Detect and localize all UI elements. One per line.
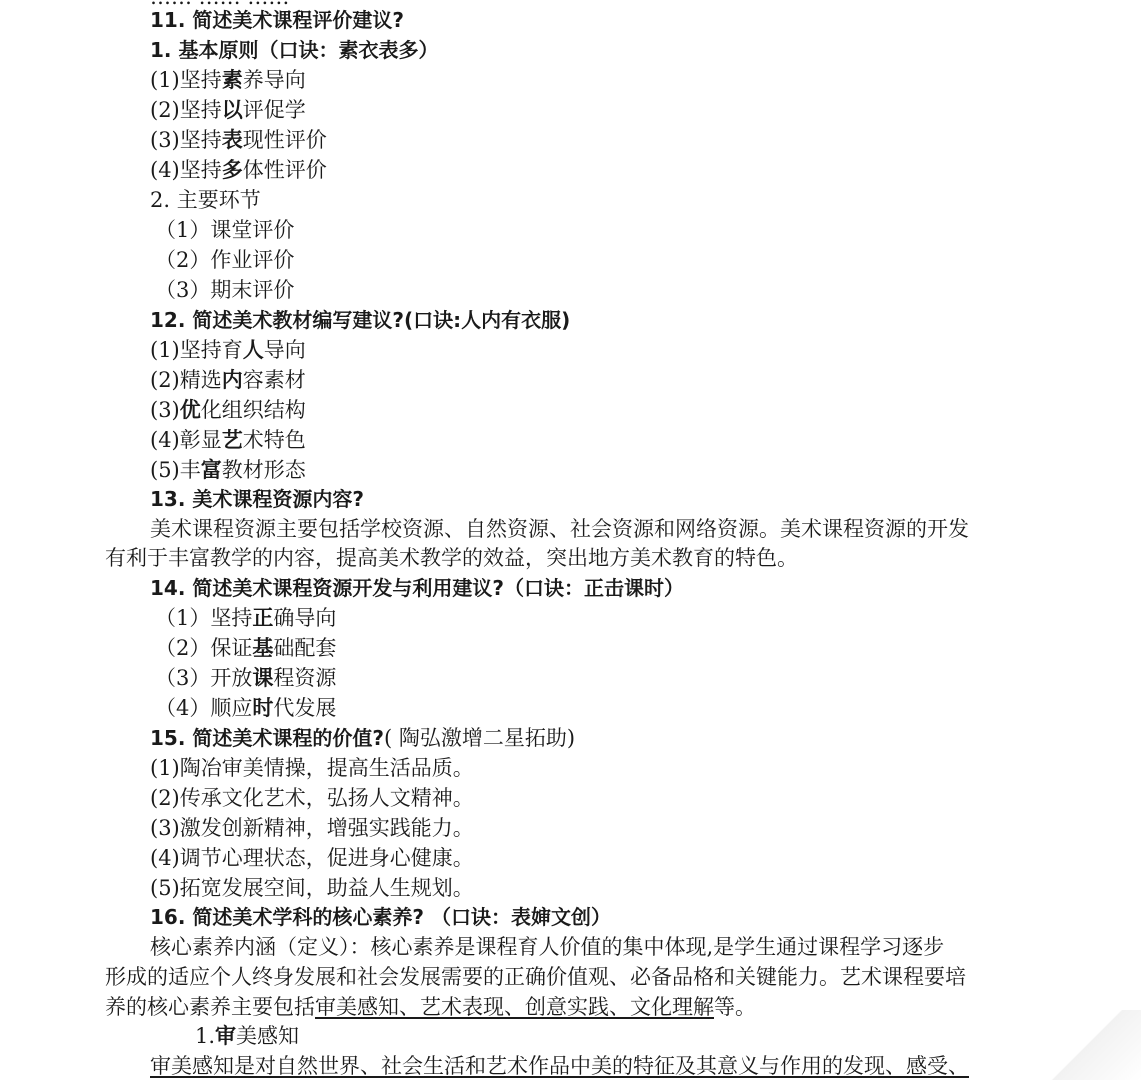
underlined-core-literacies: 审美感知、艺术表现、创意实践、文化理解 [315,995,714,1019]
item-key-char: 艺 [221,428,243,452]
item-prefix: (1)坚持 [150,68,222,92]
q15-title-line [150,723,575,753]
item-prefix: (4)彰显 [150,428,222,452]
item-suffix: 养导向 [242,68,306,92]
item-suffix: 化组织结构 [200,398,306,422]
item-suffix: 美感知 [236,1024,300,1048]
q11-s2-item-3: （3）期末评价 [155,278,295,302]
item-prefix: (3) [150,398,180,422]
q14-item-1 [155,603,336,633]
item-suffix: 体性评价 [242,158,327,182]
q15-item-4: (4)调节心理状态，促进身心健康。 [150,846,474,870]
item-key-char: 表 [221,128,243,152]
item-key-char: 多 [221,158,243,182]
q11-s2-item-2: （2）作业评价 [155,248,295,272]
q12-item-5 [150,455,306,485]
q14-title: 14. 简述美术课程资源开发与利用建议?（口诀：正击课时） [150,576,684,600]
q16-paragraph-line-3 [105,992,756,1022]
q12-item-2 [150,365,306,395]
item-suffix: 评促学 [242,98,306,122]
item-key-char: 人 [242,338,264,362]
item-prefix: (3)坚持 [150,128,222,152]
item-prefix: (4)坚持 [150,158,222,182]
q15-mnemonic: ( 陶弘激增二星拓助) [384,726,576,750]
item-suffix: 现性评价 [242,128,327,152]
item-prefix: (2)坚持 [150,98,222,122]
q16-paragraph-line-2: 形成的适应个人终身发展和社会发展需要的正确价值观、必备品格和关键能力。艺术课程要培 [105,965,966,989]
q15-item-1: (1)陶冶审美情操，提高生活品质。 [150,756,474,780]
item-suffix: 程资源 [273,666,337,690]
q12-item-4 [150,425,306,455]
item-suffix: 术特色 [242,428,306,452]
item-prefix: (1)坚持育 [150,338,243,362]
item-suffix: 确导向 [273,606,337,630]
subsection-number: 1. [195,1024,216,1048]
item-prefix: （2）保证 [155,636,253,660]
item-key-char: 时 [252,696,274,720]
q12-title: 12. 简述美术教材编写建议?(口诀:人内有衣服) [150,308,571,332]
item-key-char: 素 [221,68,243,92]
q16-title: 16. 简述美术学科的核心素养? （口诀：表婶文创） [150,905,611,929]
item-key-char: 课 [252,666,274,690]
q15-item-3: (3)激发创新精神，增强实践能力。 [150,816,474,840]
q11-item-1 [150,65,306,95]
q13-paragraph-line-1: 美术课程资源主要包括学校资源、自然资源、社会资源和网络资源。美术课程资源的开发 [150,517,969,541]
q11-item-4 [150,155,327,185]
q14-item-4 [155,693,336,723]
q11-section1-title: 1. 基本原则（口诀：素衣表多） [150,38,439,62]
q14-item-2 [155,633,336,663]
q11-s2-item-1: （1）课堂评价 [155,218,295,242]
q15-item-2: (2)传承文化艺术，弘扬人文精神。 [150,786,474,810]
q11-item-2 [150,95,306,125]
item-suffix: 础配套 [273,636,337,660]
q16-last-line: 审美感知是对自然世界、社会生活和艺术作品中美的特征及其意义与作用的发现、感受、 [150,1054,969,1078]
q11-title: 11. 简述美术课程评价建议? [150,8,404,32]
item-suffix: 容素材 [242,368,306,392]
item-prefix: (2)精选 [150,368,222,392]
q15-title: 15. 简述美术课程的价值? [150,726,384,750]
item-key-char: 富 [200,458,222,482]
item-prefix: （4）顺应 [155,696,253,720]
item-key-char: 正 [252,606,274,630]
q13-title: 13. 美术课程资源内容? [150,487,364,511]
item-prefix: (5)丰 [150,458,201,482]
item-suffix: 导向 [263,338,306,362]
q16-subsection-1 [195,1021,299,1051]
q13-paragraph-line-2: 有利于丰富教学的内容，提高美术教学的效益，突出地方美术教育的特色。 [105,546,798,570]
page-curl-corner [1031,1010,1141,1080]
q14-item-3 [155,663,336,693]
q15-item-5: (5)拓宽发展空间，助益人生规划。 [150,876,474,900]
q11-section2-title: 2. 主要环节 [150,188,261,212]
item-key-char: 优 [179,398,201,422]
paragraph-text: 等。 [714,995,756,1019]
item-key-char: 以 [221,98,243,122]
item-key-char: 基 [252,636,274,660]
q16-paragraph-line-1: 核心素养内涵（定义）：核心素养是课程育人价值的集中体现,是学生通过课程学习逐步 [150,935,945,959]
q12-item-3 [150,395,306,425]
paragraph-text: 养的核心素养主要包括 [105,995,315,1019]
item-suffix: 教材形态 [221,458,306,482]
item-prefix: （1）坚持 [155,606,253,630]
item-prefix: （3）开放 [155,666,253,690]
q11-item-3 [150,125,327,155]
item-key-char: 审 [215,1024,237,1048]
q12-item-1 [150,335,306,365]
item-suffix: 代发展 [273,696,337,720]
item-key-char: 内 [221,368,243,392]
